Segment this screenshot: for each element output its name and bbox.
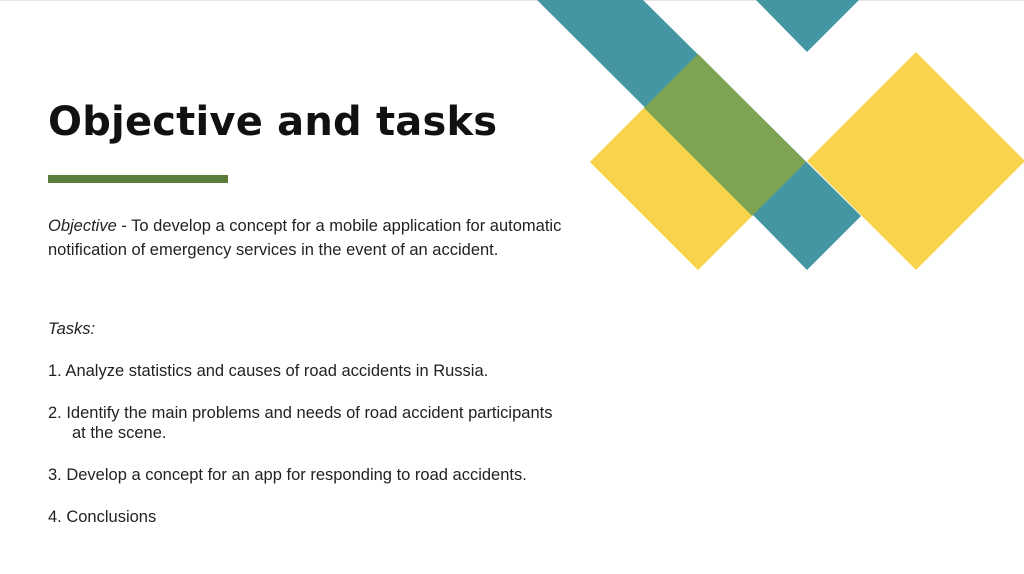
task-item-text: 1. Analyze statistics and causes of road accidents in Russia. xyxy=(48,362,489,380)
objective-text: - To develop a concept for a mobile application for automatic notification of emergency services in the event of an accident. xyxy=(48,217,562,259)
objective-paragraph xyxy=(48,214,588,262)
tasks-section xyxy=(48,319,648,549)
task-item-continuation: at the scene. xyxy=(72,424,167,442)
objective-label: Objective xyxy=(48,217,117,235)
task-item-text: 2. Identify the main problems and needs of road accident participants xyxy=(48,404,553,422)
task-item-text: 3. Develop a concept for an app for responding to road accidents. xyxy=(48,466,527,484)
tasks-heading: Tasks: xyxy=(48,320,96,338)
task-item xyxy=(48,465,648,485)
task-item xyxy=(48,361,648,381)
task-item-text: 4. Conclusions xyxy=(48,508,157,526)
title-accent-rule xyxy=(48,175,228,183)
task-item xyxy=(48,507,648,527)
task-item xyxy=(48,403,648,443)
slide-title: Objective and tasks xyxy=(48,99,498,145)
teal-triangle-top xyxy=(756,0,859,52)
